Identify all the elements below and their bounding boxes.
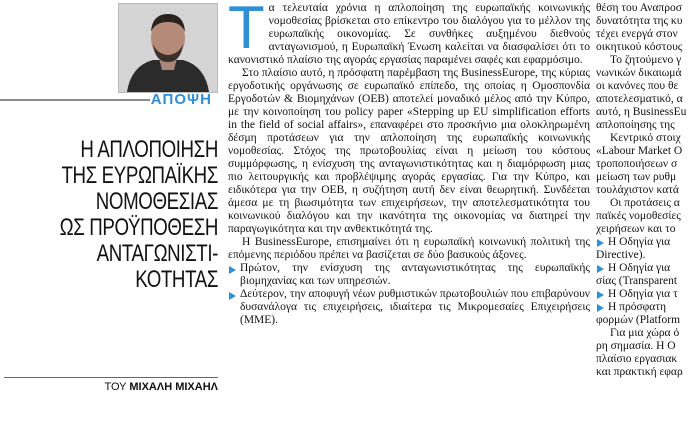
byline	[104, 381, 218, 393]
column-2-line: Directive).	[596, 249, 646, 261]
column-2-line: Η Οδηγία για	[596, 262, 700, 275]
column-2-line: χειρήσεων και το	[596, 223, 676, 235]
kicker-rule	[0, 99, 150, 101]
article-column-2	[596, 2, 700, 430]
column-2-line: Το ζητούμενο γ	[610, 54, 682, 66]
column-2-line: αποτελεσματικό, α	[596, 93, 683, 105]
headline	[51, 137, 218, 293]
column-2-line: Η Οδηγία για	[596, 236, 700, 249]
column-2-line: νωνικών δικαιωμά	[596, 67, 682, 79]
bullet-item: Πρώτον, την ενίσχυση της ανταγωνιστικότητας της ευρωπαϊκής βιομηχανίας και των υπηρεσιών.	[228, 262, 590, 288]
headline-line: ΤΗΣ ΕΥΡΩΠΑΪΚΗΣ	[61, 162, 218, 189]
column-2-line: τέχει ενεργά στον	[596, 28, 678, 40]
column-2-line: δυνατότητα της κυ	[596, 15, 683, 27]
headline-line: ΩΣ ΠΡΟΫΠΟΘΕΣΗ	[59, 214, 219, 241]
column-2-line: θέση του Αναπροσ	[596, 2, 682, 14]
column-2-line: απλοποίησης της	[596, 119, 675, 131]
column-2-line: «Labour Market O	[596, 145, 683, 157]
column-2-line: αυτό, η BusinessEu	[596, 106, 687, 118]
column-2-line: οικητικού κόστους	[596, 41, 683, 53]
author-portrait-icon	[119, 4, 217, 92]
headline-line: ΚΟΤΗΤΑΣ	[135, 266, 218, 293]
bullet-marker-icon	[597, 304, 604, 312]
column-2-line: μείωση των ρυθμ	[596, 171, 677, 183]
column-2-line: Κεντρικό στοιχ	[610, 132, 681, 144]
column-2-line: Οι προτάσεις α	[610, 197, 680, 209]
bullet-marker-icon	[597, 291, 604, 299]
column-2-line: πλαίσιο εργασιακ	[596, 353, 678, 365]
byline-prefix: ΤΟΥ	[104, 381, 127, 393]
headline-line: ΝΟΜΟΘΕΣΙΑΣ	[95, 188, 218, 215]
article-column-1	[228, 2, 590, 430]
column-2-line: Η Οδηγία για τ	[596, 288, 700, 301]
column-2-line: Για μια χώρα ό	[610, 327, 680, 339]
column-2-line: και πρακτική εφαρ	[596, 366, 683, 378]
bullet-marker-icon	[597, 265, 604, 273]
column-2-line: τροποποιήσεων σ	[596, 158, 678, 170]
section-kicker	[0, 93, 218, 107]
author-photo	[118, 3, 218, 93]
article-paragraph: Τα τελευταία χρόνια η απλοποίηση της ευρωπαϊκής κοινωνικής νομοθεσίας βρίσκεται στο επίκεντρο του διαλόγου για το μέλλον της ευρωπαϊκής οικονομίας. Σε συνθήκες αυξημένου διεθνούς ανταγωνισμού, η Ευρωπαϊκή Ένωση καλείται να διασφαλίσει ότι το κανονιστικό πλαίσιο της αγοράς εργασίας παραμένει σαφές και εφαρμόσιμο.	[228, 2, 590, 66]
column-2-line: Η πρόσφατη	[596, 301, 700, 314]
byline-author: ΜΙΧΑΛΗ ΜΙΧΑΗΛ	[129, 381, 218, 393]
headline-line: Η ΑΠΛΟΠΟΙΗΣΗ	[80, 136, 218, 163]
byline-rule	[4, 377, 218, 378]
column-2-line: σίας (Transparent	[596, 275, 678, 287]
article-paragraph: Στο πλαίσιο αυτό, η πρόσφατη παρέμβαση της BusinessEurope, της κύριας εργοδοτικής οργάνωσης σε ευρωπαϊκό επίπεδο, της οποίας η Ομοσπονδία Εργοδοτών & Βιομηχάνων (ΟΕΒ) αποτελεί μοναδικό μέλος από την Κύπρο, με την κοινοποίηση του policy paper «Stepping up EU simplification efforts in the field of social affairs», επαναφέρει στο προσκήνιο μια ολοκληρωμένη δέσμη προτάσεων για την απλοποίηση της ευρωπαϊκής κοινωνικής νομοθεσίας. Στόχος της πρωτοβουλίας είναι η μείωση του κόστους συμμόρφωσης, η ενίσχυση της ανταγωνιστικότητας και η διαμόρφωση μιας πιο λειτουργικής και προβλέψιμης αγοράς εργασίας. Για την Κύπρο, και ειδικότερα για την ΟΕΒ, η συζήτηση αυτή δεν είναι θεωρητική. Συνδέεται άμεσα με τη βιωσιμότητα των επιχειρήσεων, την αποτελεσματικότητα του κοινωνικού διαλόγου και την ικανότητα της οικονομίας να διατηρεί την παραγωγικότητα και την ανθεκτικότητά της.	[228, 67, 590, 235]
left-column	[0, 0, 222, 430]
article-paragraph: Η BusinessEurope, επισημαίνει ότι η ευρωπαϊκή κοινωνική πολιτική της επόμενης περιόδου πρέπει να βασίζεται σε δύο βασικούς άξονες.	[228, 236, 590, 261]
column-2-line: τουλάχιστον κατά	[596, 184, 679, 196]
section-label: ΑΠΟΨΗ	[150, 91, 212, 108]
drop-cap: Τ	[228, 2, 265, 61]
column-2-line: παϊκές νομοθεσίες	[596, 210, 681, 222]
headline-line: ΑΝΤΑΓΩΝΙΣΤΙ-	[96, 240, 218, 267]
column-2-line: φορμών (Platform	[596, 314, 681, 326]
bullet-item: Δεύτερον, την αποφυγή νέων ρυθμιστικών πρωτοβουλιών που επιβαρύνουν δυσανάλογα τις επιχειρήσεις, ιδιαίτερα τις Μικρομεσαίες Επιχειρήσεις (ΜΜΕ).	[228, 288, 590, 327]
bullet-marker-icon	[597, 239, 604, 247]
column-2-line: οι κανόνες που θε	[596, 80, 679, 92]
column-2-line: ρη σημασία. Η Ο	[596, 340, 676, 352]
